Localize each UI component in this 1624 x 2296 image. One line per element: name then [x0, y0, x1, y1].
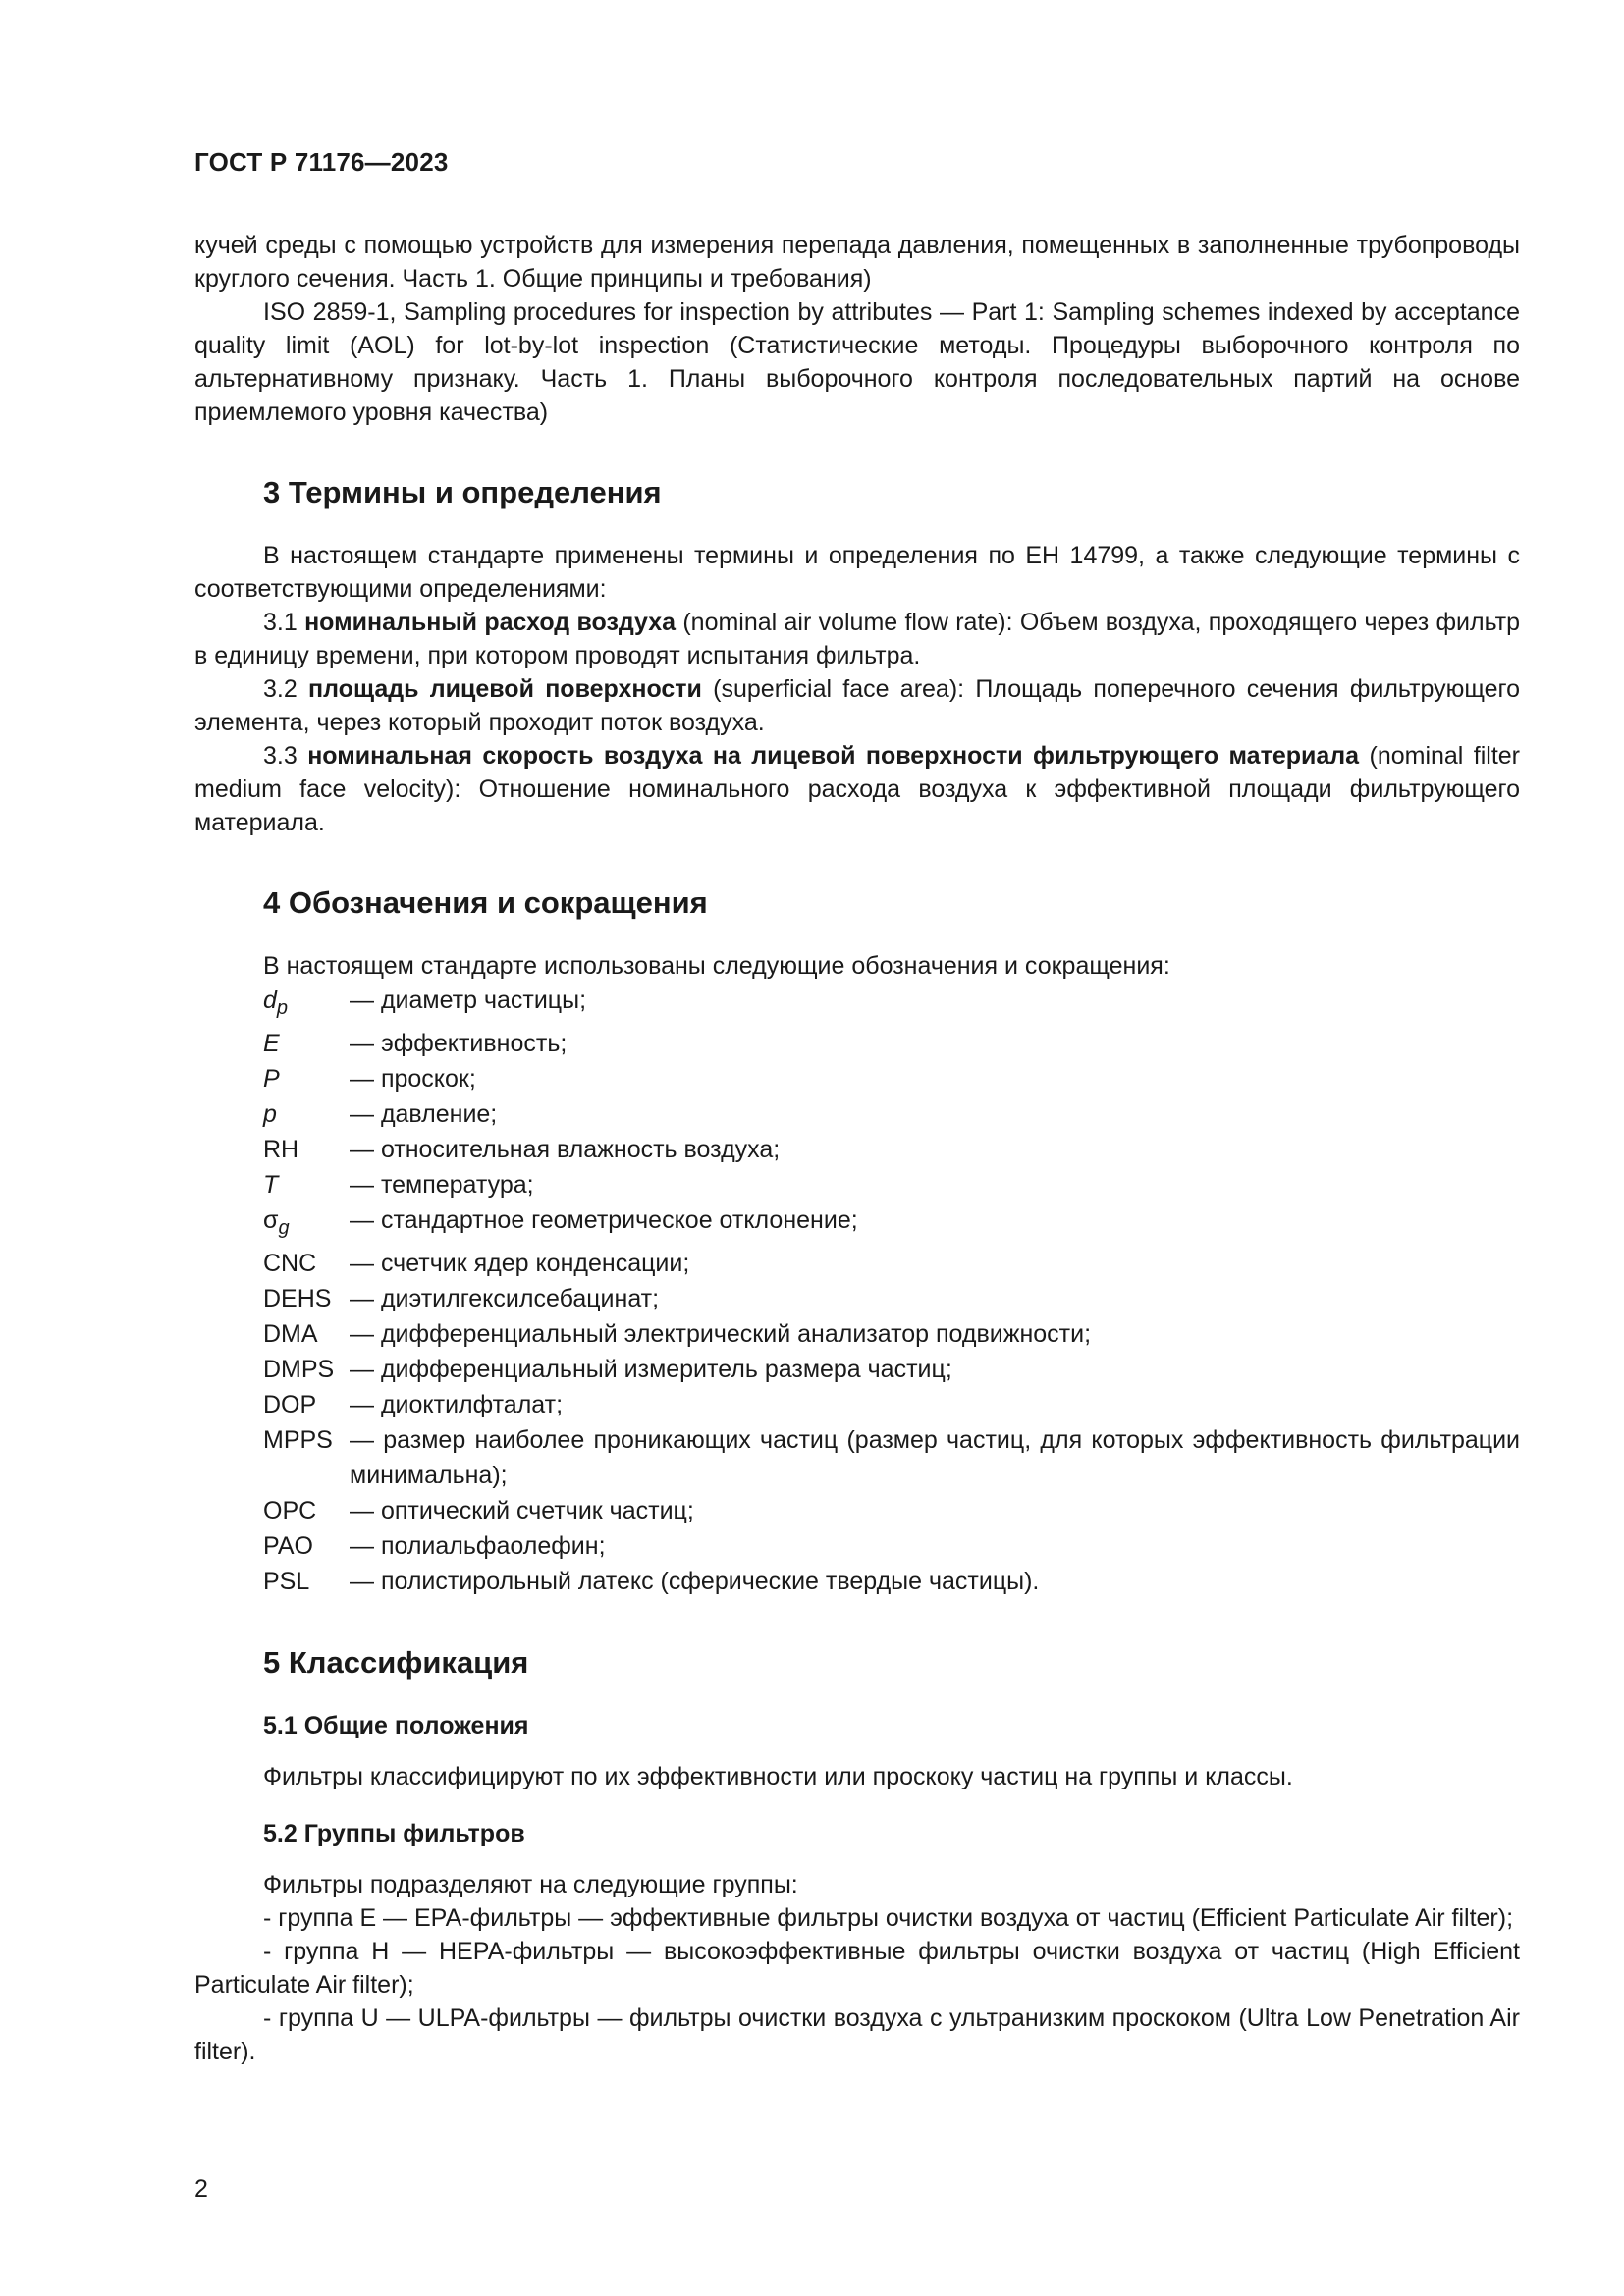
- section-3-intro: В настоящем стандарте применены термины и определения по ЕН 14799, а также следующие термины с соответствующими определениями:: [194, 542, 1520, 603]
- group-h-item: - группа Н — НЕРА-фильтры — высокоэффективные фильтры очистки воздуха от частиц (High Efficient Particulate Air filter);: [194, 1938, 1520, 1999]
- abbreviation-definition: — диоктилфталат;: [350, 1391, 564, 1418]
- abbreviation-symbol: OPC: [263, 1497, 317, 1524]
- abbreviation-item: [263, 1246, 1520, 1281]
- abbreviation-item: [263, 1202, 1520, 1246]
- abbreviation-symbol: T: [263, 1171, 279, 1199]
- abbreviation-definition: — эффективность;: [350, 1030, 568, 1057]
- abbreviation-symbol: E: [263, 1030, 280, 1057]
- abbreviation-item: [263, 1352, 1520, 1387]
- term-3-3: [194, 739, 1520, 839]
- abbreviation-symbol: PSL: [263, 1568, 310, 1595]
- document-code: ГОСТ Р 71176—2023: [194, 147, 449, 177]
- abbreviation-symbol: RH: [263, 1136, 299, 1163]
- abbreviation-item: [263, 1528, 1520, 1564]
- abbreviation-item: [263, 1387, 1520, 1422]
- term-name: номинальный расход воздуха: [304, 609, 677, 636]
- abbreviation-item: [263, 983, 1520, 1026]
- abbreviation-item: [263, 1493, 1520, 1528]
- abbreviation-symbol: DMA: [263, 1320, 318, 1348]
- abbreviation-definition: — относительная влажность воздуха;: [350, 1136, 781, 1163]
- reference-iso-2859-1: ISO 2859-1, Sampling procedures for inspection by attributes — Part 1: Sampling schemes indexed by acceptance quality limit (AOL) for lot-by-lot inspection (Статистические методы. Процедуры выборочного контроля по альтернативному признаку. Часть 1. Планы выборочного контроля последовательных партий на основе приемлемого уровня качества): [194, 298, 1520, 426]
- abbreviation-definition: — давление;: [350, 1100, 498, 1128]
- term-3-2: [194, 672, 1520, 739]
- abbreviation-symbol: DEHS: [263, 1285, 332, 1312]
- abbreviation-item: [263, 1422, 1520, 1493]
- section-5-1-text: Фильтры классифицируют по их эффективности или проскоку частиц на группы и классы.: [263, 1763, 1293, 1790]
- section-5-2-title: 5.2 Группы фильтров: [263, 1820, 525, 1847]
- abbreviation-item: [263, 1096, 1520, 1132]
- abbreviation-item: [263, 1132, 1520, 1167]
- term-number: 3.1: [263, 609, 298, 636]
- abbreviation-definition: — полиальфаолефин;: [350, 1532, 606, 1560]
- abbreviation-definition: — оптический счетчик частиц;: [350, 1497, 694, 1524]
- abbreviation-symbol: P: [263, 1065, 280, 1093]
- term-3-1: [194, 606, 1520, 672]
- section-5-title: 5 Классификация: [263, 1645, 529, 1680]
- section-4-title: 4 Обозначения и сокращения: [263, 885, 708, 920]
- abbreviation-definition: — температура;: [350, 1171, 534, 1199]
- abbreviation-item: [263, 1026, 1520, 1061]
- abbreviation-symbol: $\sigma_g$: [263, 1206, 290, 1239]
- section-5-1-title: 5.1 Общие положения: [263, 1712, 529, 1739]
- term-name: номинальная скорость воздуха на лицевой поверхности фильтрующего материала: [307, 742, 1360, 770]
- term-definition: (nominal filter medium face velocity): Отношение номинального расхода воздуха к эффективной площади фильтрующего материала.: [194, 742, 1521, 836]
- abbreviation-definition: — счетчик ядер конденсации;: [350, 1250, 690, 1277]
- abbreviation-definition: — проскок;: [350, 1065, 476, 1093]
- abbreviation-item: [263, 1564, 1520, 1599]
- abbreviation-definition: — полистирольный латекс (сферические твердые частицы).: [350, 1568, 1040, 1595]
- section-3-title: 3 Термины и определения: [263, 475, 662, 509]
- term-number: 3.3: [263, 742, 298, 770]
- abbreviation-definition: — диаметр частицы;: [350, 987, 587, 1014]
- page-number: 2: [194, 2175, 208, 2203]
- abbreviation-item: [263, 1167, 1520, 1202]
- abbreviation-item: [263, 1281, 1520, 1316]
- abbreviation-definition: — стандартное геометрическое отклонение;: [350, 1206, 858, 1234]
- abbreviation-definition: — диэтилгексилсебацинат;: [350, 1285, 660, 1312]
- abbreviation-item: [263, 1061, 1520, 1096]
- document-page: [194, 147, 1520, 2068]
- abbreviation-definition: — дифференциальный электрический анализатор подвижности;: [350, 1320, 1092, 1348]
- term-number: 3.2: [263, 675, 298, 703]
- term-name: площадь лицевой поверхности: [308, 675, 702, 703]
- abbreviation-item: [263, 1316, 1520, 1352]
- term-definition: (nominal air volume flow rate): Объем воздуха, проходящего через фильтр в единицу времени, при котором проводят испытания фильтра.: [194, 609, 1520, 669]
- group-u-item: - группа U — ULPA-фильтры — фильтры очистки воздуха с ультранизким проскоком (Ultra Low Penetration Air filter).: [194, 2004, 1520, 2065]
- abbreviation-list: [263, 983, 1520, 1599]
- abbreviation-symbol: DMPS: [263, 1356, 335, 1383]
- abbreviation-symbol: MPPS: [263, 1426, 333, 1454]
- section-4-intro: В настоящем стандарте использованы следующие обозначения и сокращения:: [263, 952, 1170, 980]
- term-definition: (superficial face area): Площадь поперечного сечения фильтрующего элемента, через который проходит поток воздуха.: [194, 675, 1520, 736]
- abbreviation-symbol: PAO: [263, 1532, 313, 1560]
- reference-continuation: кучей среды с помощью устройств для измерения перепада давления, помещенных в заполненные трубопроводы круглого сечения. Часть 1. Общие принципы и требования): [194, 232, 1520, 293]
- section-5-2-intro: Фильтры подразделяют на следующие группы:: [263, 1871, 798, 1898]
- abbreviation-definition: — дифференциальный измеритель размера частиц;: [350, 1356, 952, 1383]
- abbreviation-symbol: CNC: [263, 1250, 317, 1277]
- group-e-item: - группа Е — ЕРА-фильтры — эффективные фильтры очистки воздуха от частиц (Efficient Particulate Air filter);: [263, 1904, 1514, 1932]
- abbreviation-symbol: $d_p$: [263, 987, 289, 1019]
- abbreviation-symbol: p: [263, 1100, 277, 1128]
- abbreviation-symbol: DOP: [263, 1391, 317, 1418]
- abbreviation-definition: — размер наиболее проникающих частиц (размер частиц, для которых эффективность фильтрации минимальна);: [350, 1426, 1520, 1489]
